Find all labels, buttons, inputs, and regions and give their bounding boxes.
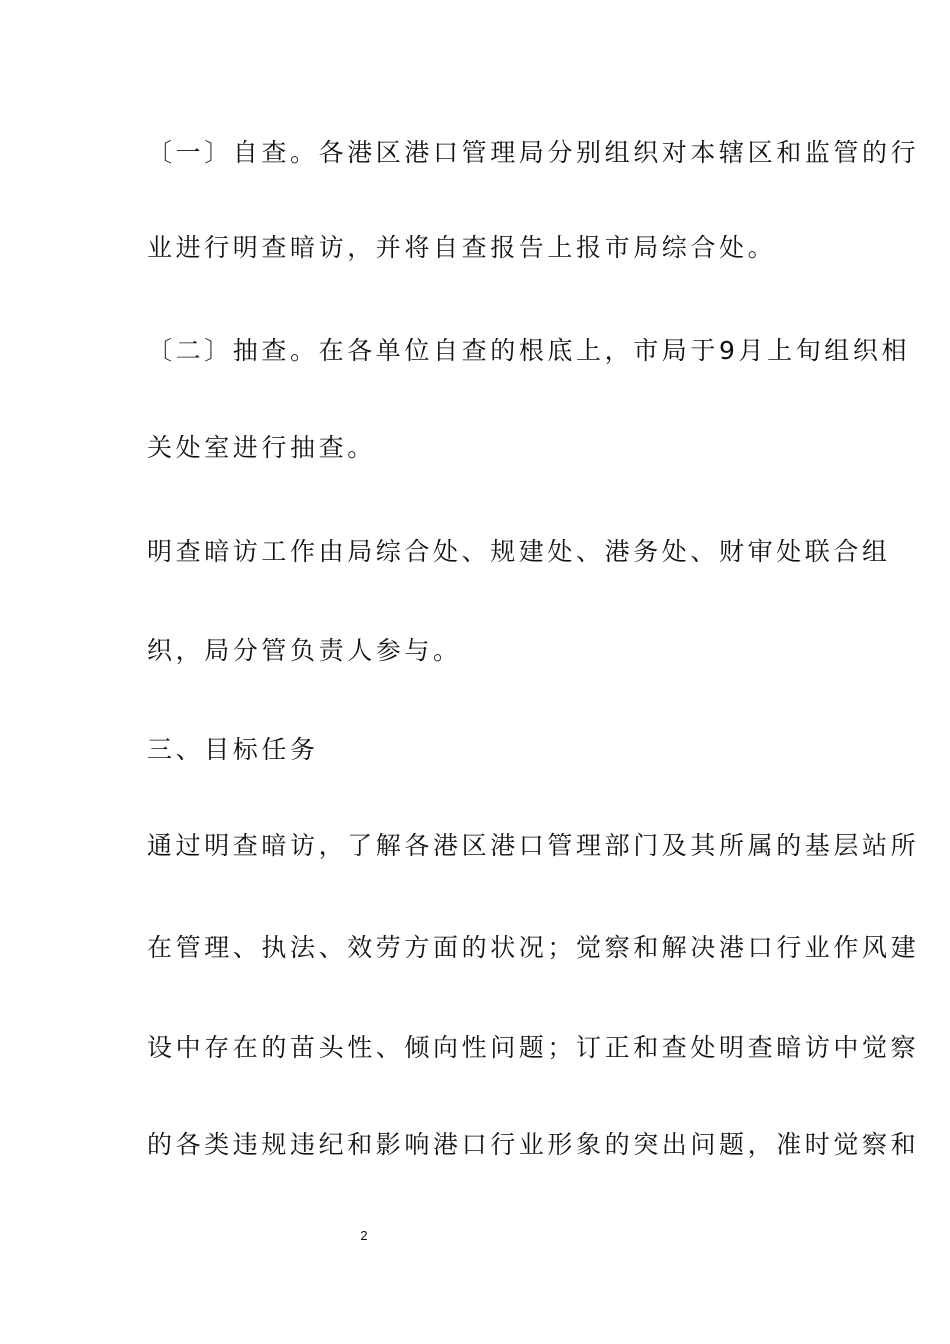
paragraph-line: 通过明查暗访，了解各港区港口管理部门及其所属的基层站所	[147, 831, 920, 860]
section-heading: 三、目标任务	[147, 735, 319, 764]
paragraph-line: 的各类违规违纪和影响港口行业形象的突出问题，准时觉察和	[147, 1130, 920, 1159]
paragraph-line: 〔一〕自查。各港区港口管理局分别组织对本辖区和监管的行	[147, 138, 920, 167]
paragraph-line: 〔二〕抽查。在各单位自查的根底上，市局于9月上旬组织相	[147, 336, 911, 365]
paragraph-line: 在管理、执法、效劳方面的状况；觉察和解决港口行业作风建	[147, 933, 920, 962]
paragraph-line: 织，局分管负责人参与。	[147, 636, 462, 665]
paragraph-line: 明查暗访工作由局综合处、规建处、港务处、财审处联合组	[147, 537, 891, 566]
paragraph-line: 关处室进行抽查。	[147, 433, 376, 462]
page-number: 2	[360, 1228, 368, 1243]
paragraph-line: 业进行明查暗访，并将自查报告上报市局综合处。	[147, 233, 777, 262]
paragraph-line: 设中存在的苗头性、倾向性问题；订正和查处明查暗访中觉察	[147, 1033, 920, 1062]
